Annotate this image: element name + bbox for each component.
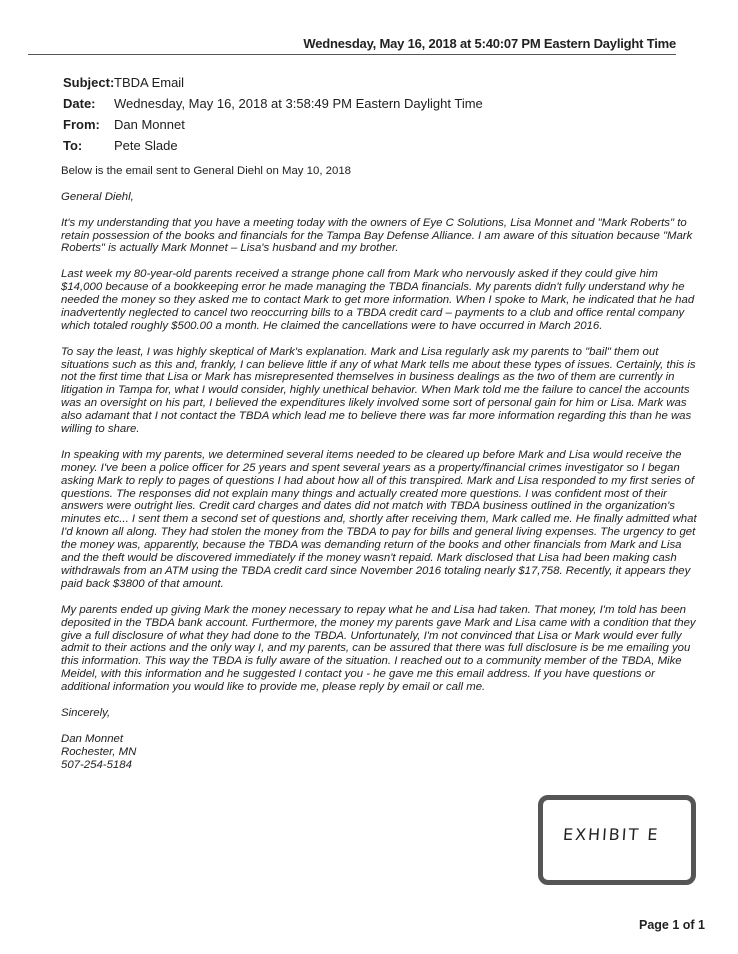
exhibit-stamp [538,795,696,885]
date-value: Wednesday, May 16, 2018 at 3:58:49 PM Eastern Daylight Time [114,96,483,111]
from-label: From: [63,117,100,132]
subject-label: Subject: [63,75,115,90]
email-headers [63,72,483,156]
subject-value: TBDA Email [114,75,185,90]
to-row [63,135,483,156]
closing: Sincerely, [61,706,111,719]
email-body [61,165,701,771]
from-row [63,114,483,135]
body-paragraph: In speaking with my parents, we determined several items needed to be cleared up before Mark and Lisa would receive the money. I've been a police officer for 25 years and spent several years as a property/financial crimes investigator so I began asking Mark to reply to pages of questions I had about how all of this transpired. Mark and Lisa responded to my first series of questions. The responses did not explain many things and actually created more questions. I was confident most of their answers were outright lies. Credit card charges and dates did not match with TBDA business outlined in the organization's minutes etc... I sent them a second set of questions and, shortly after receiving them, Mark called me. He finally admitted what I'd known all along. They had stolen the money from the TBDA to pay for bills and general living expenses. The urgency to get the money was, apparently, because the TBDA was demanding return of the books and other financials from Mark and Lisa and the theft would be discovered immediately if the money wasn't repaid. Mark disclosed that Lisa had been making cash withdrawals from an ATM using the TBDA credit card since November 2016 totaling nearly $17,758. Recently, it appears they paid back $3800 of that amount. [61,448,697,590]
intro-line: Below is the email sent to General Diehl on May 10, 2018 [61,165,351,177]
signature-phone: 507-254-5184 [61,758,132,771]
salutation: General Diehl, [61,190,134,203]
signature-block [61,733,701,772]
to-value: Pete Slade [114,138,178,153]
date-row [63,93,483,114]
body-paragraph: My parents ended up giving Mark the money necessary to repay what he and Lisa had taken. That money, I'm told has been deposited in the TBDA bank account. Furthermore, the money my parents gave Mark and Lisa came with a condition that they give a full disclosure of what they had done to the TBDA. Unfortunately, I'm not convinced that Lisa or Mark would ever fully admit to their actions and the only way I, and my parents, can be assured that there was full disclosure is be me emailing you this information. This way the TBDA is fully aware of the situation. I reached out to a community member of the TBDA, Mike Meidel, with this information and he suggested I contact you - he gave me this email address. If you have questions or additional information you would like to provide me, please reply by email or call me. [61,603,696,694]
to-label: To: [63,138,83,153]
signature-name: Dan Monnet [61,732,124,745]
header-divider [28,54,676,55]
from-value: Dan Monnet [114,117,185,132]
body-paragraph: It's my understanding that you have a meeting today with the owners of Eye C Solutions, Lisa Monnet and "Mark Roberts" to retain possession of the books and financials for the Tampa Bay Defense Alliance. I am aware of this situation because "Mark Roberts" is actually Mark Monnet – Lisa's husband and my brother. [61,216,693,255]
subject-row [63,72,483,93]
page-number: Page 1 of 1 [639,918,705,932]
date-label: Date: [63,96,96,111]
print-timestamp: Wednesday, May 16, 2018 at 5:40:07 PM Eastern Daylight Time [303,36,676,51]
body-paragraph: To say the least, I was highly skeptical of Mark's explanation. Mark and Lisa regularly ask my parents to "bail" them out situations such as this and, frankly, I can believe little if any of what Mark tells me about these types of issues. Certainly, this is not the first time that Lisa or Mark has misrepresented themselves in business dealings as the two of them are currently in litigation in Tampa for, what I would consider, highly unethical behavior. When Mark told me the failure to cancel the accounts was an oversight on his part, I believed the expenditures likely involved some sort of personal gain for him or Lisa. Mark was also adamant that I not contact the TBDA which lead me to believe there was far more information regarding this than he was willing to share. [61,345,696,436]
signature-location: Rochester, MN [61,745,137,758]
body-paragraph: Last week my 80-year-old parents received a strange phone call from Mark who nervously asked if they could give him $14,000 because of a bookkeeping error he made managing the TBDA financials. My parents didn't fully understand why he needed the money so they asked me to contact Mark to get more information. When I spoke to Mark, he indicated that he had inadvertently neglected to cancel two reoccurring bills to a TBDA credit card – payments to a club and office rental company which totaled roughly $500.00 a month. He claimed the cancellations were to have occurred in March 2016. [61,268,695,332]
exhibit-label: EXHIBIT E [562,825,661,844]
